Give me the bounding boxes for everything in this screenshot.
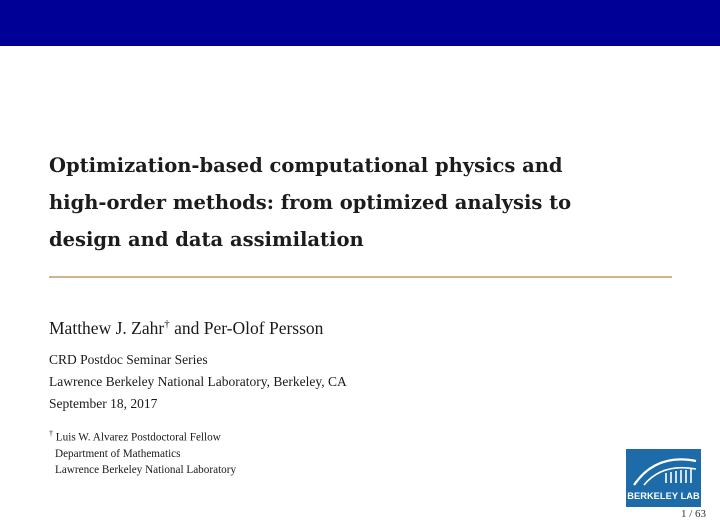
author-rest: and Per-Olof Persson [174, 318, 324, 338]
author-first: Matthew J. Zahr [49, 318, 165, 338]
slide-title [49, 147, 669, 258]
title-line-2: high-order methods: from optimized analysis to [49, 191, 572, 214]
institution: Lawrence Berkeley National Laboratory, Berkeley, CA [49, 374, 347, 389]
footnote-dagger: † [49, 429, 53, 438]
logo-text: BERKELEY LAB [627, 491, 700, 501]
authors [49, 318, 323, 339]
berkeley-lab-logo-icon [626, 449, 701, 507]
event-name: CRD Postdoc Seminar Series [49, 352, 208, 367]
page-number: 1 / 63 [680, 508, 706, 520]
title-line-3: design and data assimilation [49, 228, 364, 251]
title-divider [49, 276, 672, 278]
logo-arc-icon [626, 449, 701, 493]
date: September 18, 2017 [49, 396, 158, 411]
top-bar [0, 0, 720, 46]
title-line-1: Optimization-based computational physics and [49, 154, 563, 177]
event-info [49, 349, 347, 415]
footnote-line-2: Department of Mathematics [55, 447, 181, 460]
author-dagger: † [164, 318, 170, 331]
footnote-line-3: Lawrence Berkeley National Laboratory [55, 463, 237, 476]
footnote-line-1: Luis W. Alvarez Postdoctoral Fellow [55, 431, 221, 444]
footnote [49, 426, 236, 478]
